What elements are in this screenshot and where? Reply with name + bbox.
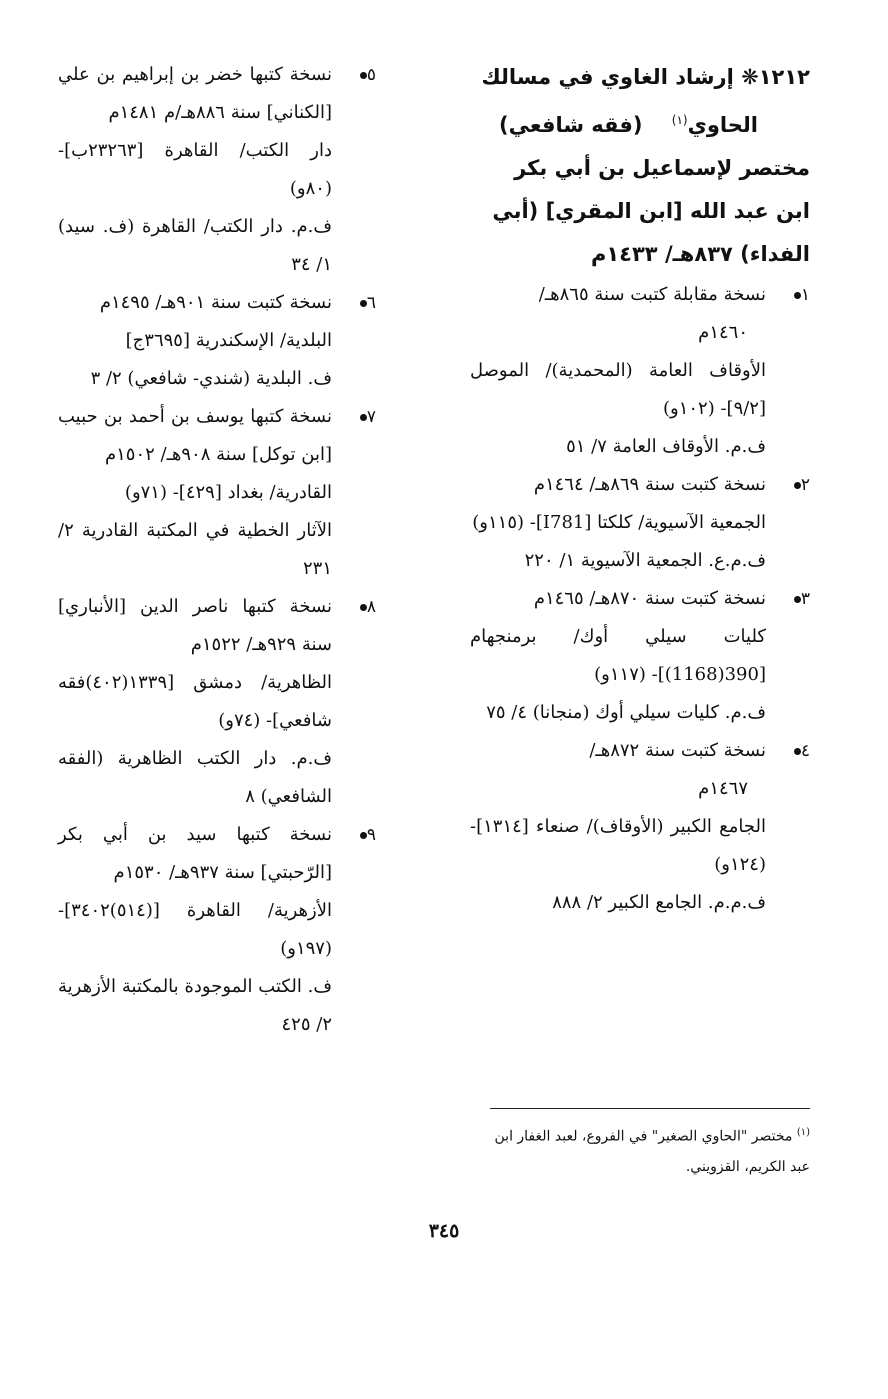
footnote-marker: (١)	[796, 1127, 810, 1138]
copy-location: الظاهرية/ دمشق [١٣٣٩(٤٠٢)فقه شافعي]- (٧٤و)	[58, 672, 332, 731]
bullet-icon	[360, 832, 367, 839]
copy-number: ٦	[332, 284, 376, 322]
bullet-icon	[360, 414, 367, 421]
copy-number: ٤	[766, 732, 810, 770]
copy-item	[58, 816, 376, 1044]
left-column	[58, 56, 376, 1044]
entry-author-line3: الفداء) ٨٣٧هـ/ ١٤٣٣م	[590, 242, 810, 266]
copy-location: الأزهرية/ القاهرة [(٥١٤)٣٤٠٢]- (١٩٧و)	[58, 900, 332, 959]
copy-description: نسخة كتبت سنة ٩٠١هـ/ ١٤٩٥م	[99, 292, 332, 313]
copy-location: كليات سيلي أوك/ برمنجهام [390(1168)]- (١١٧و)	[470, 626, 766, 685]
copy-description: نسخة كتبها خضر بن إبراهيم بن علي [الكناني] سنة ٨٨٦هـ/م ١٤٨١م	[58, 64, 332, 123]
entry-heading	[470, 56, 810, 276]
footnote	[480, 1118, 810, 1182]
copy-location: القادرية/ بغداد [٤٢٩]- (٧١و)	[124, 482, 332, 503]
copy-date: ١٤٦٠م	[698, 322, 748, 343]
entry-subject: (فقه شافعي)	[499, 113, 643, 137]
copy-description: نسخة كتبت سنة ٨٧٢هـ/	[589, 740, 766, 761]
copy-item	[470, 732, 810, 922]
bullet-icon	[360, 604, 367, 611]
copy-item	[58, 284, 376, 398]
footnote-divider	[490, 1108, 810, 1109]
copy-number: ٣	[766, 580, 810, 618]
copy-item	[58, 588, 376, 816]
copy-film: ف.م. كليات سيلي أوك (منجانا) ٤/ ٧٥	[486, 702, 766, 723]
bullet-icon	[794, 596, 801, 603]
copy-number: ٥	[332, 56, 376, 94]
entry-author-line2: ابن عبد الله [ابن المقري] (أبي	[492, 199, 810, 223]
copy-number: ٧	[332, 398, 376, 436]
copy-film: ف.م.م. الجامع الكبير ٢/ ٨٨٨	[552, 892, 766, 913]
copy-description: نسخة كتبها سيد بن أبي بكر [الرّحبتي] سنة ٩٣٧هـ/ ١٥٣٠م	[58, 824, 332, 883]
copy-location: دار الكتب/ القاهرة [٢٣٢٦٣ب]- (٨٠و)	[58, 140, 332, 199]
copy-description: نسخة كتبها ناصر الدين [الأنباري] سنة ٩٢٩هـ/ ١٥٢٢م	[58, 596, 332, 655]
copy-item	[58, 398, 376, 588]
copy-film: الآثار الخطية في المكتبة القادرية ٢/ ٢٣١	[58, 520, 332, 579]
copy-film: ف. البلدية (شندي- شافعي) ٢/ ٣	[90, 368, 332, 389]
copy-description: نسخة كتبت سنة ٨٧٠هـ/ ١٤٦٥م	[533, 588, 766, 609]
copy-description: نسخة مقابلة كتبت سنة ٨٦٥هـ/	[538, 284, 766, 305]
copy-film: ف.م. دار الكتب/ القاهرة (ف. سيد) ١/ ٣٤	[58, 216, 332, 275]
copy-item	[470, 580, 810, 732]
footnote-ref: (١)	[671, 113, 688, 127]
copy-film: ف. الكتب الموجودة بالمكتبة الأزهرية ٢/ ٤٢٥	[58, 976, 332, 1035]
copy-film: ف.م. دار الكتب الظاهرية (الفقه الشافعي) ٨	[58, 748, 332, 807]
copy-number: ٩	[332, 816, 376, 854]
copy-item	[470, 276, 810, 466]
copy-number: ٢	[766, 466, 810, 504]
copy-item	[470, 466, 810, 580]
entry-title-line2	[470, 99, 810, 147]
copy-location: البلدية/ الإسكندرية [٣٦٩٥ج]	[125, 330, 332, 351]
copy-description: نسخة كتبها يوسف بن أحمد بن حبيب [ابن توكل] سنة ٩٠٨هـ/ ١٥٠٢م	[58, 406, 332, 465]
copy-number: ٨	[332, 588, 376, 626]
bullet-icon	[794, 748, 801, 755]
copy-date: ١٤٦٧م	[698, 778, 748, 799]
entry-title-line1: ١٢١٢❋ إرشاد الغاوي في مسالك	[481, 65, 810, 89]
right-column	[470, 56, 810, 922]
copy-film: ف.م.ع. الجمعية الآسيوية ١/ ٢٢٠	[524, 550, 766, 571]
entry-title-word: الحاوي	[687, 113, 758, 137]
copy-item	[58, 56, 376, 284]
copy-description: نسخة كتبت سنة ٨٦٩هـ/ ١٤٦٤م	[533, 474, 766, 495]
copy-number: ١	[766, 276, 810, 314]
footnote-text: مختصر "الحاوي الصغير" في الفروع، لعبد الغفار ابن عبد الكريم، القزويني.	[494, 1128, 810, 1175]
bullet-icon	[794, 482, 801, 489]
copy-location: الأوقاف العامة (المحمدية)/ الموصل [٩/٢]- (١٠٢و)	[470, 360, 766, 419]
entry-author-line1: مختصر لإسماعيل بن أبي بكر	[514, 156, 810, 180]
bullet-icon	[794, 292, 801, 299]
page-number: ٣٤٥	[428, 1220, 460, 1242]
copy-location: الجامع الكبير (الأوقاف)/ صنعاء [١٣١٤]- (١٢٤و)	[470, 816, 766, 875]
copy-location: الجمعية الآسيوية/ كلكتا [I781]- (١١٥و)	[472, 512, 766, 533]
bullet-icon	[360, 300, 367, 307]
copy-film: ف.م. الأوقاف العامة ٧/ ٥١	[566, 436, 766, 457]
bullet-icon	[360, 72, 367, 79]
